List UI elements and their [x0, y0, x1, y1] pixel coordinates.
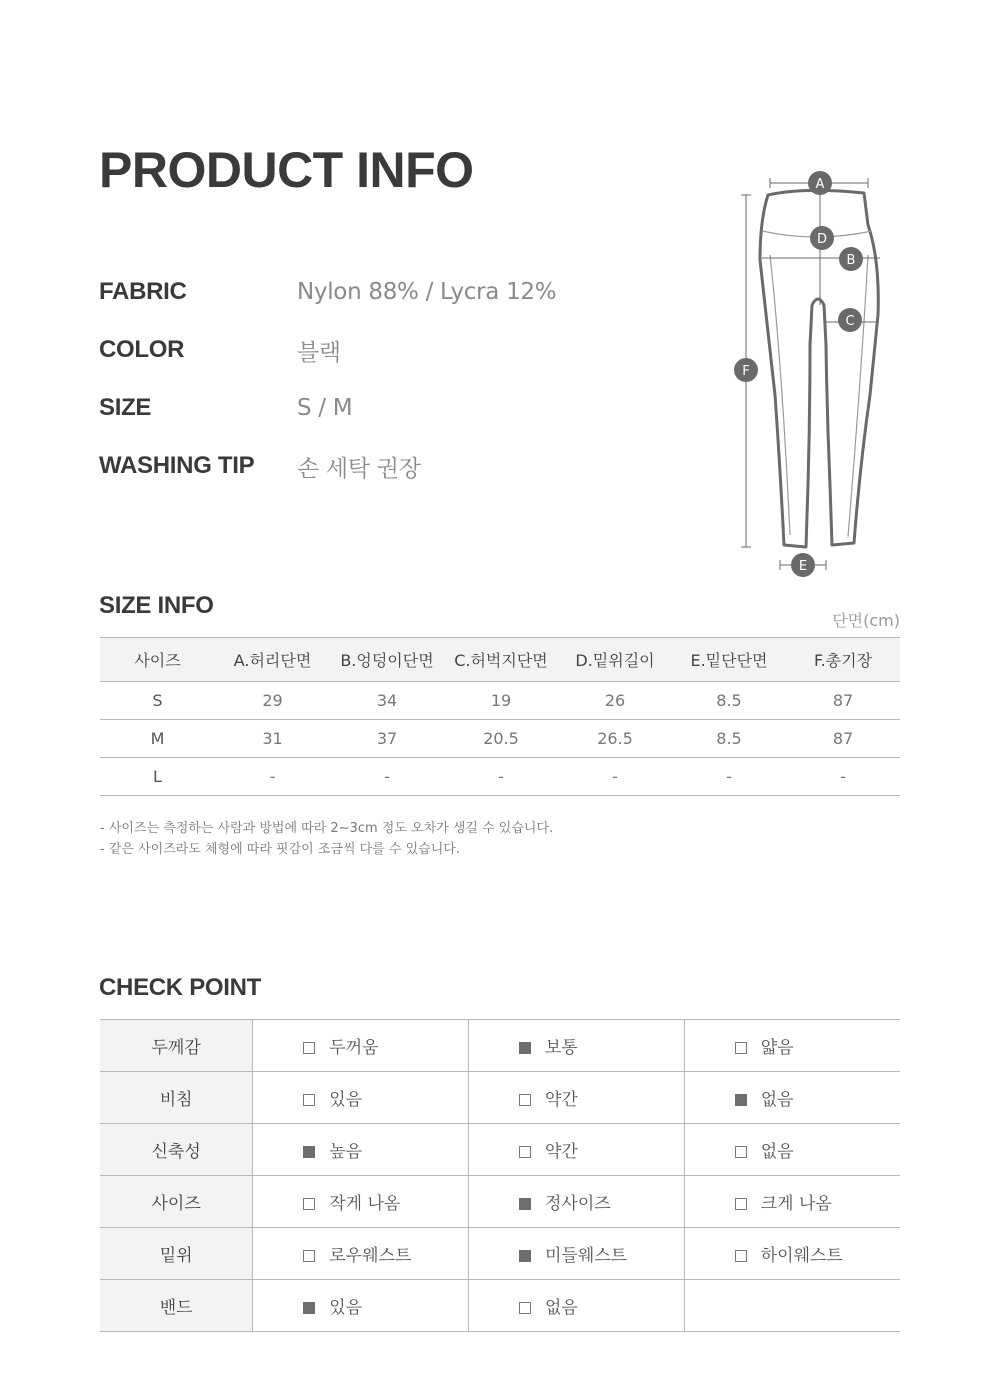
check-option-label: 있음	[329, 1298, 363, 1318]
check-option	[468, 1228, 684, 1280]
check-option	[684, 1124, 900, 1176]
check-row-stretch	[100, 1124, 900, 1176]
checkbox-filled-icon	[519, 1042, 531, 1054]
svg-text:D: D	[816, 232, 828, 247]
checkbox-empty-icon	[519, 1094, 531, 1106]
checkbox-empty-icon	[519, 1146, 531, 1158]
size-table	[100, 637, 900, 796]
info-label: FABRIC	[99, 278, 187, 305]
size-cell: 26	[558, 682, 672, 720]
size-header-cell: F.총기장	[786, 638, 900, 682]
checkbox-filled-icon	[303, 1146, 315, 1158]
checkbox-empty-icon	[303, 1094, 315, 1106]
size-cell: 20.5	[444, 720, 558, 758]
size-cell: L	[100, 758, 215, 796]
marker-c-icon	[838, 308, 862, 332]
size-cell: 8.5	[672, 720, 786, 758]
check-option-label: 두꺼움	[329, 1038, 379, 1058]
svg-text:A: A	[815, 177, 825, 192]
size-cell: 19	[444, 682, 558, 720]
check-row-rise	[100, 1228, 900, 1280]
size-header-cell: D.밑위길이	[558, 638, 672, 682]
info-row-size	[99, 388, 352, 428]
info-value: 블랙	[297, 339, 341, 366]
check-option-empty	[684, 1280, 900, 1332]
check-option	[253, 1072, 469, 1124]
checkbox-empty-icon	[519, 1302, 531, 1314]
info-label: SIZE	[99, 394, 152, 421]
size-header-cell: A.허리단면	[215, 638, 330, 682]
checkbox-empty-icon	[735, 1042, 747, 1054]
check-option	[684, 1176, 900, 1228]
checkbox-filled-icon	[519, 1250, 531, 1262]
check-option	[684, 1020, 900, 1072]
size-cell: M	[100, 720, 215, 758]
svg-text:E: E	[798, 559, 808, 574]
check-option-label: 얇음	[760, 1038, 794, 1058]
check-option-label: 높음	[329, 1142, 363, 1162]
check-option-label: 약간	[544, 1090, 578, 1110]
leggings-size-diagram	[730, 165, 880, 585]
marker-d-icon	[810, 226, 834, 250]
check-option-label: 크게 나옴	[760, 1194, 832, 1214]
check-option	[253, 1124, 469, 1176]
size-notes	[100, 818, 553, 860]
size-header-cell: B.엉덩이단면	[330, 638, 444, 682]
check-option	[468, 1072, 684, 1124]
size-header-cell: 사이즈	[100, 638, 215, 682]
check-option	[253, 1228, 469, 1280]
info-label: WASHING TIP	[99, 452, 255, 479]
size-cell: 29	[215, 682, 330, 720]
check-option	[253, 1280, 469, 1332]
check-option	[468, 1280, 684, 1332]
check-row-size	[100, 1176, 900, 1228]
marker-b-icon	[839, 247, 863, 271]
check-option-label: 약간	[544, 1142, 578, 1162]
check-option	[253, 1176, 469, 1228]
check-row-thickness	[100, 1020, 900, 1072]
check-option-label: 미들웨스트	[544, 1246, 628, 1266]
size-header-cell: C.허벅지단면	[444, 638, 558, 682]
checkbox-filled-icon	[519, 1198, 531, 1210]
size-cell: -	[330, 758, 444, 796]
info-row-color	[99, 330, 341, 370]
check-option	[684, 1228, 900, 1280]
check-option-label: 하이웨스트	[760, 1246, 843, 1266]
checkbox-empty-icon	[303, 1250, 315, 1262]
checkbox-filled-icon	[303, 1302, 315, 1314]
checkbox-empty-icon	[303, 1198, 315, 1210]
svg-text:F: F	[742, 364, 750, 379]
check-row-label: 사이즈	[100, 1176, 253, 1228]
size-cell: 34	[330, 682, 444, 720]
check-row-label: 밑위	[100, 1228, 253, 1280]
marker-e-icon	[791, 553, 815, 577]
info-row-washing-tip	[99, 446, 421, 486]
check-point-title: CHECK POINT	[99, 974, 262, 1001]
size-note: - 같은 사이즈라도 체형에 따라 핏감이 조금씩 다를 수 있습니다.	[100, 842, 460, 857]
table-row	[100, 682, 900, 720]
checkbox-empty-icon	[735, 1146, 747, 1158]
info-value: S / M	[297, 395, 353, 421]
size-note: - 사이즈는 측정하는 사람과 방법에 따라 2~3cm 정도 오차가 생길 수 있습니다.	[100, 821, 554, 836]
checkbox-filled-icon	[735, 1094, 747, 1106]
check-option-label: 로우웨스트	[329, 1246, 412, 1266]
size-cell: S	[100, 682, 215, 720]
size-cell: 87	[786, 682, 900, 720]
info-label: COLOR	[99, 336, 185, 363]
check-option-label: 정사이즈	[544, 1194, 611, 1214]
page-title: PRODUCT INFO	[99, 142, 474, 198]
table-row	[100, 720, 900, 758]
size-cell: -	[672, 758, 786, 796]
check-row-label: 두께감	[100, 1020, 253, 1072]
size-cell: 31	[215, 720, 330, 758]
info-value: Nylon 88% / Lycra 12%	[297, 279, 557, 305]
size-unit: 단면(cm)	[832, 611, 900, 630]
table-row	[100, 758, 900, 796]
svg-text:B: B	[846, 253, 856, 268]
check-row-band	[100, 1280, 900, 1332]
check-option	[468, 1176, 684, 1228]
check-row-label: 신축성	[100, 1124, 253, 1176]
size-info-title: SIZE INFO	[99, 592, 214, 619]
checkbox-empty-icon	[735, 1250, 747, 1262]
check-option	[468, 1124, 684, 1176]
svg-text:C: C	[845, 314, 855, 329]
check-option-label: 있음	[329, 1090, 363, 1110]
check-option-label: 보통	[544, 1038, 578, 1058]
size-header-cell: E.밑단단면	[672, 638, 786, 682]
size-cell: 87	[786, 720, 900, 758]
check-option	[468, 1020, 684, 1072]
size-cell: -	[444, 758, 558, 796]
size-cell: -	[215, 758, 330, 796]
size-table-header	[100, 638, 900, 682]
marker-f-icon	[734, 358, 758, 382]
check-option-label: 작게 나옴	[329, 1194, 401, 1214]
checkbox-empty-icon	[303, 1042, 315, 1054]
check-option	[684, 1072, 900, 1124]
check-point-table	[100, 1019, 900, 1332]
check-row-label: 밴드	[100, 1280, 253, 1332]
check-row-sheerness	[100, 1072, 900, 1124]
check-row-label: 비침	[100, 1072, 253, 1124]
check-option-label: 없음	[760, 1090, 794, 1110]
size-cell: 8.5	[672, 682, 786, 720]
info-value: 손 세탁 권장	[297, 455, 421, 482]
checkbox-empty-icon	[735, 1198, 747, 1210]
check-option-label: 없음	[544, 1298, 578, 1318]
info-row-fabric	[99, 272, 556, 312]
check-option	[253, 1020, 469, 1072]
size-cell: 37	[330, 720, 444, 758]
size-cell: 26.5	[558, 720, 672, 758]
marker-a-icon	[808, 171, 832, 195]
check-option-label: 없음	[760, 1142, 794, 1162]
size-cell: -	[558, 758, 672, 796]
size-cell: -	[786, 758, 900, 796]
